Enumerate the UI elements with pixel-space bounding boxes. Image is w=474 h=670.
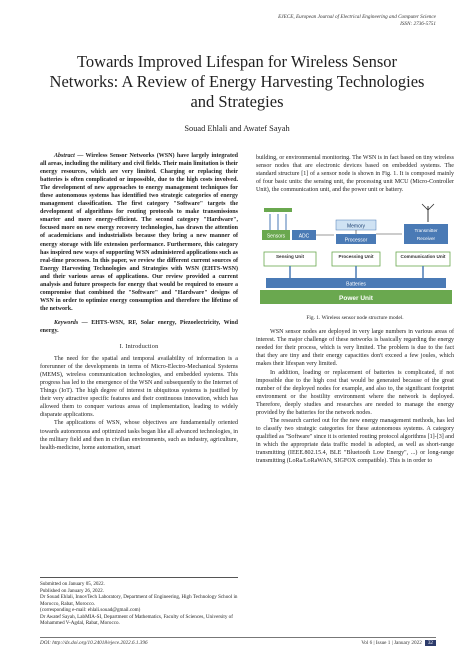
right-paragraph-4: The research carried out for the new energy management methods, has led to classify two strategic categories for these autonomous systems. A category qualified as "Software" since it is oriented routing protocol algorithms [1]-[3] and in which the appropriate data traffic model is adopted, as well as short-range transmitting (IEEE.802.15.4, BLE "Bluetooth Low Energy", ...) or long-range transmitting (LoRa/LoRaWAN, SIGFOX compatible). This is in order to bbox=[256, 417, 454, 465]
adc-label: ADC bbox=[298, 233, 310, 240]
title-line-3: and Strategies bbox=[190, 92, 284, 111]
figure-caption: Fig. 1. Wireless sensor node structure model. bbox=[306, 315, 404, 322]
paper-title bbox=[40, 52, 434, 112]
abstract-text: — Wireless Sensor Networks (WSN) have largely integrated all areas, including the military and civil fields. Their main limitation is their energy resources, which are very limited. Charging or replacing their batteries is often complicated or impossible, due to the high costs involved. The development of new approaches to energy management techniques for these autonomous systems has identified two strategic categories of energy management classification. The first category "Software" targets the development of algorithms for routing protocols to make transmissions smarter and more energy-efficient. The second category "Hardware", focused more on new energy recovery technologies, has drawn the attention of academicians and industrialists because they bring a new manner of energy storage with life extension performance. Furthermore, this category has inspired new ways of supporting WSN administered applications such as real-time processes. In this paper, we review the different current sources of Energy Harvesting Technologies and Strategies with WSN (EHTS-WSN) and their various areas of applications. Our review provided a current analysis and future prospects for energy that would be required to ensure a compromise that combined the "Software" and "Hardware" designs of WSN in order to optimize energy consumption and therefore the lifetime of the network. bbox=[40, 153, 238, 312]
authors: Souad Ehlali and Awatef Sayah bbox=[184, 124, 290, 133]
footnote-published: Published on January 26, 2022. bbox=[40, 587, 104, 594]
memory-label: Memory bbox=[346, 223, 366, 230]
left-column bbox=[40, 152, 238, 452]
right-paragraph-1: building, or environmental monitoring. The WSN is in fact based on tiny wireless sensor nodes that are electronic devices based on embedded systems. The standard structure [1] of a sensor node is shown in Fig. 1. It is composed mainly of four basic units: the sensing unit, the processing unit MCU (Micro-Controller Unit), the communication unit, and the power unit or battery. bbox=[256, 155, 454, 194]
page-number: 32 bbox=[425, 640, 436, 646]
right-column bbox=[256, 154, 454, 465]
keywords bbox=[40, 319, 238, 335]
right-paragraph-2: WSN sensor nodes are deployed in very large numbers in various areas of interest. The major challenge of these networks is basically regarding the energy needed for their process, which is very limited. The problem is due to the fact that they are tiny and their energy capacities don't exceed a few joules, which makes their lifespan very limited. bbox=[256, 329, 454, 368]
doi-link[interactable]: DOI: http://dx.doi.org/10.24018/ejece.2022.6.1.396 bbox=[40, 640, 148, 646]
abstract bbox=[40, 152, 238, 313]
abstract-label: Abstract bbox=[54, 153, 75, 159]
keywords-text: — EHTS-WSN, RF, Solar energy, Piezoelectricity, Wind energy. bbox=[40, 319, 238, 334]
sensing-unit-label: Sensing Unit bbox=[275, 254, 305, 260]
communication-unit-label: Communication Unit bbox=[400, 254, 446, 260]
intro-paragraph-1: The need for the spatial and temporal availability of information is a forerunner of the developments in terms of Micro-Electro-Mechanical Systems (MEMS), wireless communication technologies, and embedded systems. This progress has led to the emergence of the WSN and subsequently to the Internet of Things (IoT). The high degree of interest in ubiquitous systems is justified by their very attractive specific features and their continuous innovation, which has allowed them to conquer various areas of implementation, leading to widely disparate applications. bbox=[40, 356, 238, 419]
footnote-email: (corresponding e-mail: ehlali.souad@gmail.com) bbox=[40, 607, 141, 613]
journal-name: EJECE, European Journal of Electrical Engineering and Computer Science bbox=[278, 14, 436, 20]
section-heading-introduction: I. Introduction bbox=[119, 343, 159, 351]
processing-unit-label: Processing Unit bbox=[338, 254, 374, 260]
antenna-icon bbox=[422, 204, 434, 222]
receiver-label: Receiver bbox=[416, 236, 436, 242]
transmitter-label: Transmitter bbox=[414, 228, 438, 234]
footnotes bbox=[40, 577, 238, 627]
journal-issn: ISSN: 2736-5751 bbox=[400, 21, 436, 27]
intro-paragraph-2: The applications of WSN, whose objectives are fundamentally oriented towards autonomous and optimized tasks began like all advanced technologies, in the military field and then in civilian environments, such as industry, agriculture, health-medicine, home automation, smart bbox=[40, 420, 238, 451]
footnote-author-2: Dr Awatef Sayah, LabMIA-SI, Department of Mathematics, Faculty of Sciences, University of Mohammed V-Agdal, Rabat, Morocco. bbox=[40, 613, 233, 626]
sensor-node-diagram bbox=[256, 200, 454, 312]
transceiver-box bbox=[404, 224, 448, 244]
footnote-submitted: Submitted on January 05, 2022. bbox=[40, 581, 105, 587]
issue-info bbox=[361, 640, 436, 646]
issue-label: Vol 6 | Issue 1 | January 2022 bbox=[361, 640, 422, 646]
title-line-1: Towards Improved Lifespan for Wireless Sensor bbox=[76, 52, 397, 71]
keywords-label: Keywords bbox=[54, 319, 79, 326]
right-paragraph-3: In addition, loading or replacement of batteries is complicated, if not impossible due to the high cost that would be generated because of the great number of the deployed nodes for example, and also to, the significant footprint environment or the hostility environment where the network is deployed. Therefore, deeply studies and researches are needed to manage the energy provided by the batteries for the network nodes. bbox=[256, 369, 454, 416]
page-footer bbox=[40, 637, 436, 646]
batteries-label: Batteries bbox=[346, 281, 366, 288]
footnote-author-1: Dr Souad Ehlali, InnovTech Laboratory, Department of Engineering, High Technology School in Morocco, Rabat, Morocco. bbox=[40, 594, 238, 607]
processor-label: Processor bbox=[344, 237, 368, 244]
title-line-2: Networks: A Review of Energy Harvesting Technologies bbox=[49, 72, 425, 91]
journal-header bbox=[278, 14, 436, 28]
sensors-label: Sensors bbox=[266, 233, 286, 240]
figure-sensor-node bbox=[256, 200, 454, 312]
signal-icon bbox=[264, 208, 292, 230]
power-unit-label: Power Unit bbox=[339, 295, 373, 303]
